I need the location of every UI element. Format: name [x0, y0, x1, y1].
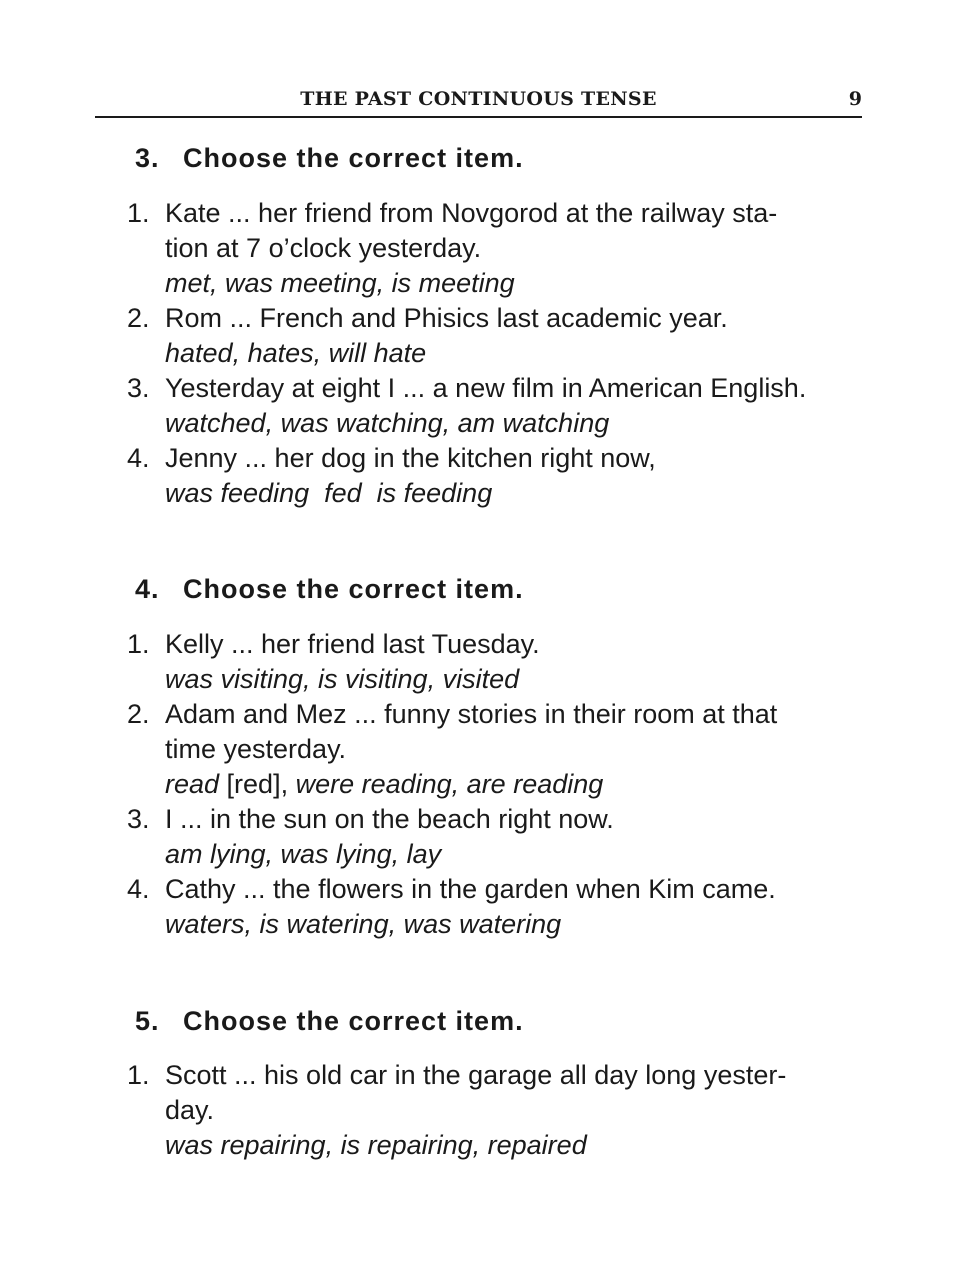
item-body	[165, 1058, 865, 1163]
item-number: 2.	[127, 699, 150, 729]
item-text: Kate ... her friend from Novgorod at the railway sta-	[165, 198, 778, 228]
page-number: 9	[848, 88, 862, 110]
item-options: am lying, was lying, lay	[165, 839, 442, 869]
item-options: watched, was watching, am watching	[165, 408, 610, 438]
exercise-title	[135, 143, 524, 174]
running-title: THE PAST CONTINUOUS TENSE	[300, 88, 657, 110]
exercise-instruction: Choose the correct item.	[183, 143, 524, 173]
item-number: 1.	[127, 198, 150, 228]
item-text: Cathy ... the flowers in the garden when Kim came.	[165, 874, 776, 904]
item-body	[165, 697, 865, 802]
item-body	[165, 802, 865, 872]
item-text: time yesterday.	[165, 734, 347, 764]
option-read: read	[165, 769, 220, 799]
item-body	[165, 371, 865, 441]
item-text: Yesterday at eight I ... a new film in American English.	[165, 373, 807, 403]
item-text: I ... in the sun on the beach right now.	[165, 804, 614, 834]
item-text: Scott ... his old car in the garage all day long yester-	[165, 1060, 787, 1090]
item-options: hated, hates, will hate	[165, 338, 427, 368]
item-options: was repairing, is repairing, repaired	[165, 1130, 587, 1160]
item-options: was visiting, is visiting, visited	[165, 664, 520, 694]
item-number: 1.	[127, 629, 150, 659]
item-body	[165, 441, 865, 511]
item-body	[165, 196, 865, 301]
exercise-title	[135, 1006, 524, 1037]
item-text: Rom ... French and Phisics last academic year.	[165, 303, 728, 333]
item-number: 3.	[127, 373, 150, 403]
exercise-title	[135, 574, 524, 605]
item-number: 1.	[127, 1060, 150, 1090]
item-number: 3.	[127, 804, 150, 834]
running-head	[95, 86, 862, 118]
exercise-instruction: Choose the correct item.	[183, 1006, 524, 1036]
option-rest: were reading, are reading	[295, 769, 604, 799]
item-number: 4.	[127, 874, 150, 904]
exercise-number: 3.	[135, 143, 160, 173]
item-body	[165, 872, 865, 942]
exercise-number: 5.	[135, 1006, 160, 1036]
pronunciation-note: [red],	[219, 769, 296, 799]
item-number: 4.	[127, 443, 150, 473]
item-options: waters, is watering, was watering	[165, 909, 562, 939]
item-text: Jenny ... her dog in the kitchen right now,	[165, 443, 656, 473]
item-number: 2.	[127, 303, 150, 333]
item-options	[165, 767, 865, 802]
item-options: was feeding fed is feeding	[165, 478, 493, 508]
item-body	[165, 301, 865, 371]
item-text: Adam and Mez ... funny stories in their room at that	[165, 699, 778, 729]
item-text: day.	[165, 1095, 215, 1125]
item-text: Kelly ... her friend last Tuesday.	[165, 629, 540, 659]
exercise-number: 4.	[135, 574, 160, 604]
item-body	[165, 627, 865, 697]
item-text: tion at 7 o’clock yesterday.	[165, 233, 482, 263]
exercise-instruction: Choose the correct item.	[183, 574, 524, 604]
item-options: met, was meeting, is meeting	[165, 268, 515, 298]
